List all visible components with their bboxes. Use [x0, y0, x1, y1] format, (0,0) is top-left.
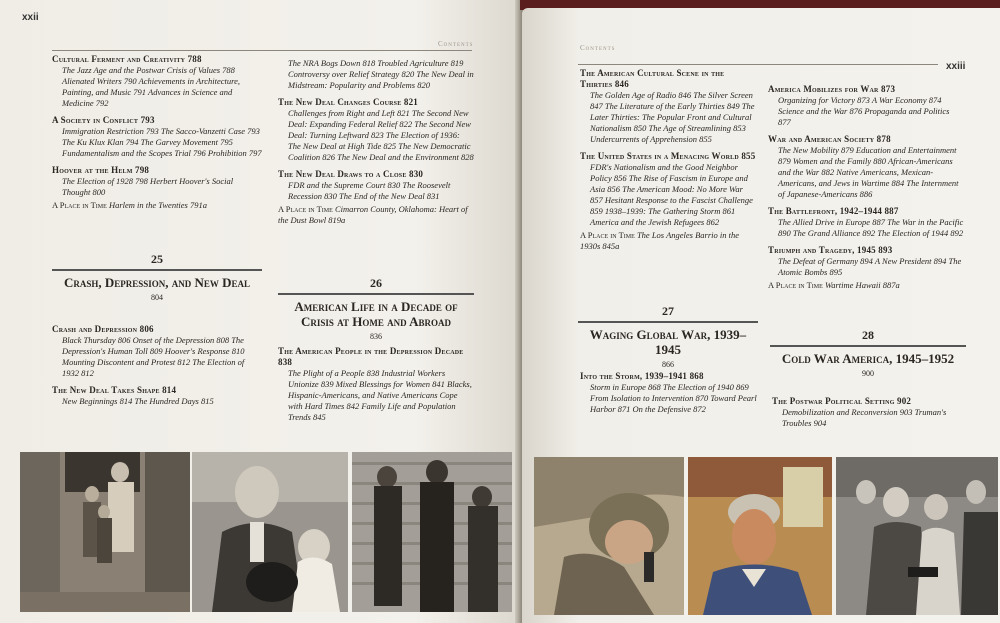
- section-heading: The New Deal Draws to a Close 830: [278, 169, 424, 179]
- place-in-time-label: A Place in Time: [52, 200, 107, 210]
- subsection-list: The Allied Drive in Europe 887 The War in the Pacific 890 The Grand Alliance 892 The Election of 1944 892: [778, 217, 964, 238]
- place-in-time-title: The Los Angeles Barrio in the 1930s 845a: [580, 230, 740, 251]
- right-col1b-entries: [580, 371, 760, 415]
- photo-fdr-with-child: [192, 452, 348, 612]
- section-heading: The New Deal Takes Shape 814: [52, 385, 177, 395]
- chapter-rule: [278, 293, 474, 295]
- subsection-list: Storm in Europe 868 The Election of 1940 869 From Isolation to Intervention 870 Toward Pearl Harbor 871 On the Defensive 872: [590, 382, 757, 414]
- photo-portrait-painting: [688, 457, 832, 615]
- place-in-time-entry: [278, 204, 474, 226]
- chapter-26-heading: [278, 276, 474, 341]
- chapter-title: American Life in a Decade of Crisis at Home and Abroad: [294, 299, 458, 329]
- photo-black-workers: [352, 452, 512, 612]
- chapter-page: 866: [662, 360, 674, 369]
- place-in-time-entry: [768, 280, 964, 291]
- chapter-title: Cold War America, 1945–1952: [781, 351, 955, 366]
- subsection-list: Immigration Restriction 793 The Sacco-Vanzetti Case 793 The Ku Klux Klan 794 The Garvey Movement 795 Fundamentalism and the Scopes Trial 796 Prohibition 797: [62, 126, 262, 158]
- right-col2-entries: [768, 84, 964, 291]
- right-header-rule: [578, 64, 938, 65]
- subsection-list: The Golden Age of Radio 846 The Silver Screen 847 The Literature of the Early Thirties 849 The Later Thirties: The Popular Front and Cultural Nationalism 850 The Age of Streamlining 853 Undercurrents of Apprehension 855: [590, 90, 755, 144]
- section-heading: The Postwar Political Setting 902: [772, 396, 912, 406]
- chapter-page: 900: [862, 369, 874, 378]
- chapter-page: 836: [370, 332, 382, 341]
- place-in-time-label: A Place in Time: [580, 230, 635, 240]
- subsection-list: Demobilization and Reconversion 903 Truman's Troubles 904: [782, 407, 947, 428]
- subsection-list: The Election of 1928 798 Herbert Hoover's Social Thought 800: [62, 176, 234, 197]
- subsection-list: The New Mobility 879 Education and Entertainment 879 Women and the Family 880 African-Americans and the War 882 Native Americans, Mexican-Americans, and Jews in Wartime 884 The Internment of Japanese-Americans 886: [778, 145, 959, 199]
- section-heading: Into the Storm, 1939–1941 868: [580, 371, 704, 381]
- place-in-time-entry: [52, 200, 262, 211]
- chapter-rule: [578, 321, 758, 323]
- left-col2b-entries: [278, 346, 474, 423]
- place-in-time-entry: [580, 230, 756, 252]
- photo-truman-oath: [836, 457, 998, 615]
- right-col1-entries: [580, 68, 756, 252]
- left-col2-entries: [278, 58, 474, 226]
- left-page-number: xxii: [22, 12, 39, 23]
- chapter-rule: [770, 345, 966, 347]
- photo-soldier-radio: [534, 457, 684, 615]
- chapter-page: 804: [151, 293, 163, 302]
- chapter-27-heading: [578, 304, 758, 369]
- place-in-time-title: Cimarron County, Oklahoma: Heart of the Dust Bowl 819a: [278, 204, 468, 225]
- subsection-list: FDR and the Supreme Court 830 The Roosevelt Recession 830 The End of the New Deal 831: [288, 180, 451, 201]
- section-heading: The American People in the Depression Decade 838: [278, 346, 464, 367]
- section-heading: Crash and Depression 806: [52, 324, 154, 334]
- subsection-list: Organizing for Victory 873 A War Economy 874 Science and the War 876 Propaganda and Politics 877: [778, 95, 950, 127]
- left-col1-entries: [52, 54, 262, 211]
- place-in-time-title: Wartime Hawaii 887a: [824, 280, 900, 290]
- chapter-title: Waging Global War, 1939–1945: [589, 327, 747, 357]
- place-in-time-label: A Place in Time: [278, 204, 333, 214]
- place-in-time-title: Harlem in the Twenties 791a: [108, 200, 207, 210]
- subsection-list: The Plight of a People 838 Industrial Workers Unionize 839 Mixed Blessings for Women 841 Blacks, Hispanic-Americans, and Native Americans Cope with Hard Times 842 Family Life and Population Trends 845: [288, 368, 472, 422]
- right-col2b-entries: [772, 396, 968, 429]
- left-col1b-entries: [52, 324, 262, 407]
- chapter-number: 25: [151, 252, 163, 266]
- subsection-list: Black Thursday 806 Onset of the Depression 808 The Depression's Human Toll 809 Hoover's Response 810 Mounting Discontent and Protest 812 The Election of 1932 812: [62, 335, 245, 378]
- subsection-list: The Jazz Age and the Postwar Crisis of Values 788 Alienated Writers 790 Achievements in Architecture, Painting, and Music 791 Advances in Science and Medicine 792: [62, 65, 240, 108]
- subsection-list: The NRA Bogs Down 818 Troubled Agriculture 819 Controversy over Relief Strategy 820 The New Deal in Midstream: Popularity and Problems 820: [288, 58, 474, 90]
- right-page-number: xxiii: [946, 61, 966, 72]
- section-heading: The American Cultural Scene in the Thirties 846: [580, 68, 725, 89]
- section-heading: The New Deal Changes Course 821: [278, 97, 418, 107]
- chapter-number: 26: [370, 276, 382, 290]
- chapter-number: 28: [862, 328, 874, 342]
- section-heading: A Society in Conflict 793: [52, 115, 155, 125]
- section-heading: Triumph and Tragedy, 1945 893: [768, 245, 893, 255]
- left-header-rule: [52, 50, 472, 51]
- left-running-head: Contents: [438, 40, 474, 48]
- section-heading: Cultural Ferment and Creativity 788: [52, 54, 202, 64]
- photo-dust-bowl-family: [20, 452, 190, 612]
- section-heading: The Battlefront, 1942–1944 887: [768, 206, 899, 216]
- right-page: [522, 8, 1000, 623]
- chapter-title: Crash, Depression, and New Deal: [63, 275, 251, 290]
- subsection-list: The Defeat of Germany 894 A New President 894 The Atomic Bombs 895: [778, 256, 962, 277]
- chapter-25-heading: [52, 252, 262, 302]
- chapter-rule: [52, 269, 262, 271]
- chapter-number: 27: [662, 304, 674, 318]
- subsection-list: Challenges from Right and Left 821 The Second New Deal: Expanding Federal Relief 822 The Second New Deal: Turning Leftward 823 The Election of 1936: The New Deal at High Tide 825 The New Democratic Coalition 826 The New Deal and the Environment 828: [288, 108, 474, 162]
- section-heading: Hoover at the Helm 798: [52, 165, 150, 175]
- subsection-list: New Beginnings 814 The Hundred Days 815: [62, 396, 214, 406]
- right-running-head: Contents: [580, 44, 616, 52]
- section-heading: America Mobilizes for War 873: [768, 84, 896, 94]
- section-heading: War and American Society 878: [768, 134, 891, 144]
- subsection-list: FDR's Nationalism and the Good Neighbor Policy 856 The Rise of Fascism in Europe and Asia 856 The American Mood: No More War 857 Hesitant Response to the Fascist Challenge 859 1938–1939: The Gathering Storm 861 America and the Jewish Refugees 862: [590, 162, 753, 227]
- section-heading: The United States in a Menacing World 855: [580, 151, 756, 161]
- place-in-time-label: A Place in Time: [768, 280, 823, 290]
- chapter-28-heading: [770, 328, 966, 378]
